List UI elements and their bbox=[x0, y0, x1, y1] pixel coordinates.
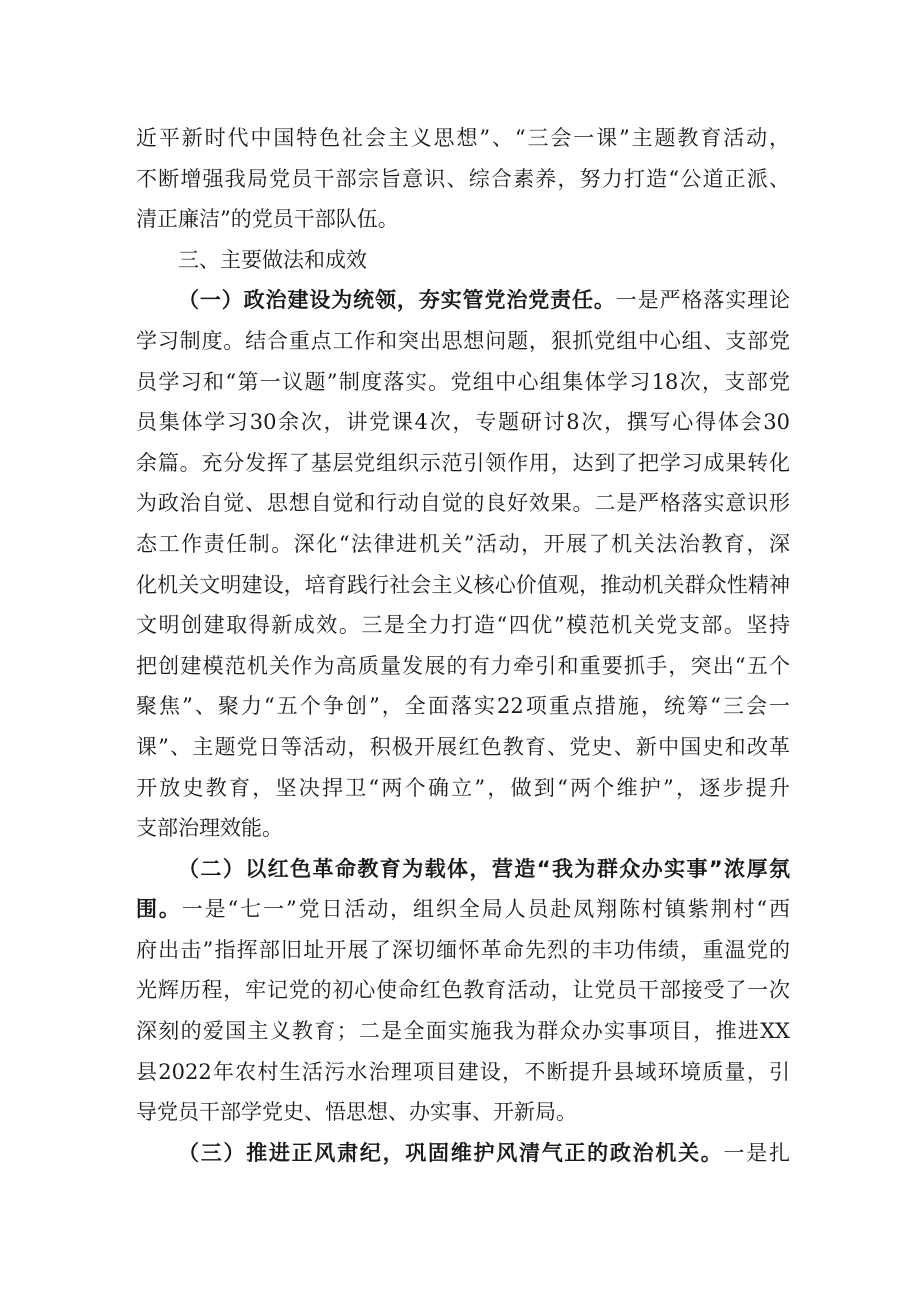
paragraph-1-line: 学习制度。结合重点工作和突出思想问题，狠抓党组中心组、支部党 bbox=[136, 328, 790, 353]
paragraph-1-title: （一）政治建设为统领，夯实管党治党责任。 bbox=[178, 288, 616, 313]
section-heading: 三、主要做法和成效 bbox=[178, 247, 367, 272]
paragraph-2-title-end: 围。 bbox=[136, 897, 182, 922]
intro-line: 不断增强我局党员干部宗旨意识、综合素养，努力打造“公道正派、 bbox=[136, 166, 790, 191]
paragraph-1-first-line bbox=[136, 280, 790, 321]
paragraph-3-first-line bbox=[136, 1133, 790, 1174]
paragraph-2-line: 光辉历程，牢记党的初心使命红色教育活动，让党员干部接受了一次 bbox=[136, 978, 790, 1003]
paragraph-2-lead: 一是“七一”党日活动，组织全局人员赴凤翔陈村镇紫荆村“西 bbox=[181, 897, 790, 922]
paragraph-2-second-line bbox=[136, 889, 790, 930]
paragraph-2-title: （二）以红色革命教育为载体，营造“我为群众办实事”浓厚氛 bbox=[178, 856, 790, 881]
paragraph-1-line: 员学习和“第一议题”制度落实。党组中心组集体学习18次，支部党 bbox=[136, 369, 790, 394]
paragraph-3-title: （三）推进正风肃纪，巩固维护风清气正的政治机关。 bbox=[178, 1140, 724, 1165]
paragraph-1-lead: 一是严格落实理论 bbox=[615, 288, 790, 313]
document-page bbox=[136, 118, 790, 1173]
paragraph-2-first-line bbox=[136, 849, 790, 890]
paragraph-2-line: 府出击”指挥部旧址开展了深切缅怀革命先烈的丰功伟绩，重温党的 bbox=[136, 937, 790, 962]
paragraph-2-line: 深刻的爱国主义教育；二是全面实施我为群众办实事项目，推进XX bbox=[136, 1019, 790, 1044]
paragraph-1-line: 把创建模范机关作为高质量发展的有力牵引和重要抓手，突出“五个 bbox=[136, 653, 790, 678]
paragraph-3-lead: 一是扎 bbox=[723, 1140, 790, 1165]
paragraph-2-line: 县2022年农村生活污水治理项目建设，不断提升县域环境质量，引 bbox=[136, 1059, 790, 1084]
paragraph-1-line: 文明创建取得新成效。三是全力打造“四优”模范机关党支部。坚持 bbox=[136, 613, 790, 638]
paragraph-1-line: 员集体学习30余次，讲党课4次，专题研讨8次，撰写心得体会30 bbox=[136, 410, 790, 435]
paragraph-1-line: 余篇。充分发挥了基层党组织示范引领作用，达到了把学习成果转化 bbox=[136, 450, 790, 475]
paragraph-1-line: 聚焦”、聚力“五个争创”，全面落实22项重点措施，统筹“三会一 bbox=[136, 694, 790, 719]
paragraph-1-line: 开放史教育，坚决捍卫“两个确立”，做到“两个维护”，逐步提升 bbox=[136, 775, 790, 800]
paragraph-2-line: 导党员干部学党史、悟思想、办实事、开新局。 bbox=[136, 1100, 577, 1125]
paragraph-1-line: 化机关文明建设，培育践行社会主义核心价值观，推动机关群众性精神 bbox=[136, 572, 790, 597]
paragraph-1-line: 支部治理效能。 bbox=[136, 816, 283, 841]
intro-line: 近平新时代中国特色社会主义思想”、“三会一课”主题教育活动， bbox=[136, 126, 790, 150]
paragraph-1-line: 态工作责任制。深化“法律进机关”活动，开展了机关法治教育，深 bbox=[136, 531, 790, 556]
intro-line: 清正廉洁”的党员干部队伍。 bbox=[136, 207, 399, 232]
paragraph-1-line: 为政治自觉、思想自觉和行动自觉的良好效果。二是严格落实意识形 bbox=[136, 491, 790, 516]
paragraph-1-line: 课”、主题党日等活动，积极开展红色教育、党史、新中国史和改革 bbox=[136, 734, 790, 759]
